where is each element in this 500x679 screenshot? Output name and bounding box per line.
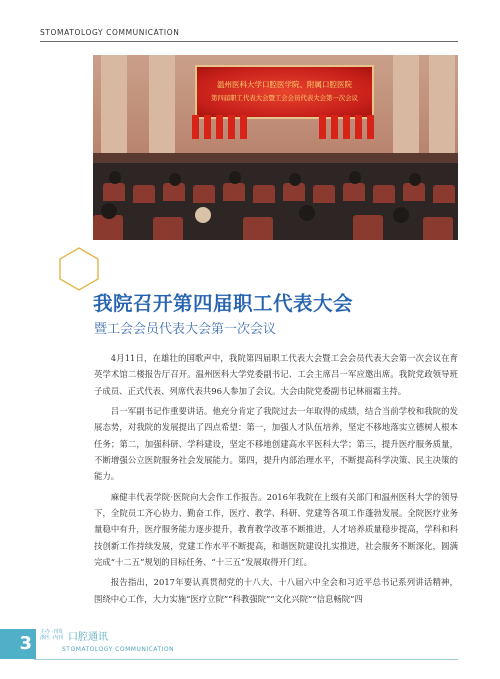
page-number: 3: [0, 629, 36, 659]
publisher-line-1: 主办 ·刊发: [40, 629, 64, 635]
header-divider: [40, 41, 458, 42]
paragraph: 麻健丰代表学院·医院向大会作工作报告。2016年我院在上级有关部门和温州医科大学的领导下，全院员工齐心协力、勤奋工作，医疗、教学、科研、党建等各项工作蓬勃发展。全院医疗业务量稳中有升，医疗服务能力逐步提升，教育教学改革不断推进，人才培养质量稳步提高，学科和科技创新工作持续发展，党建工作水平不断提高，和谐医院建设扎实推进，社会服务不断深化，圆满完成“十二五”规划的目标任务、“十三五”发展取得开门红。: [94, 491, 458, 568]
article-subtitle: 暨工会会员代表大会第一次会议: [94, 322, 277, 337]
hexagon-icon: [58, 247, 100, 291]
banner-line-2: 第四届职工代表大会暨工会会员代表大会第一次会议: [211, 94, 358, 102]
pillar: [393, 55, 419, 153]
paragraph: 报告指出，2017年要认真贯彻党的十八大、十八届六中全会和习近平总书记系列讲话精神，围绕中心工作，大力实施“医疗立院”“科教强院”“文化兴院”“信息畅院”四: [94, 577, 458, 604]
stage-table: [93, 153, 458, 163]
red-flags: [188, 115, 378, 139]
article-title: 我院召开第四届职工代表大会: [93, 292, 354, 315]
audience: [93, 163, 458, 240]
conference-photo: [93, 55, 458, 240]
running-header: STOMATOLOGY COMMUNICATION: [40, 28, 180, 37]
publisher-note: [40, 629, 63, 641]
stage-banner: [195, 65, 374, 119]
pillar: [101, 55, 127, 153]
footer-english: STOMATOLOGY COMMUNICATION: [62, 646, 175, 653]
banner-line-1: 温州医科大学口腔医学院、附属口腔医院: [217, 80, 352, 89]
pillar: [149, 55, 175, 153]
publisher-line-2: 浙医 ·内刊: [40, 635, 64, 641]
footer-divider: [34, 659, 458, 660]
paragraph: 4月11日，在雄壮的国歌声中，我院第四届职工代表大会暨工会会员代表大会第一次会议在育英学术馆二楼报告厅召开。温州医科大学党委副书记、工会主席吕一军应邀出席。我院党政领导班子成员、正式代表、列席代表共96人参加了会议。大会由院党委副书记林丽霜主持。: [94, 353, 458, 396]
pillar: [429, 55, 455, 153]
article-body: [94, 350, 458, 611]
footer-brand: 口腔通讯: [68, 632, 108, 643]
paragraph: 吕一军副书记作重要讲话。他充分肯定了我院过去一年取得的成绩，结合当前学校和我院的发展态势，对我院的发展提出了四点希望：第一，加强人才队伍培养，坚定不移地落实立德树人根本任务；第二，加强科研、学科建设，坚定不移地创建高水平医科大学；第三，提升医疗服务质量，不断增强公立医院服务社会发展能力。第四，提升内部治理水平，不断提高科学决策、民主决策的能力。: [94, 406, 458, 482]
